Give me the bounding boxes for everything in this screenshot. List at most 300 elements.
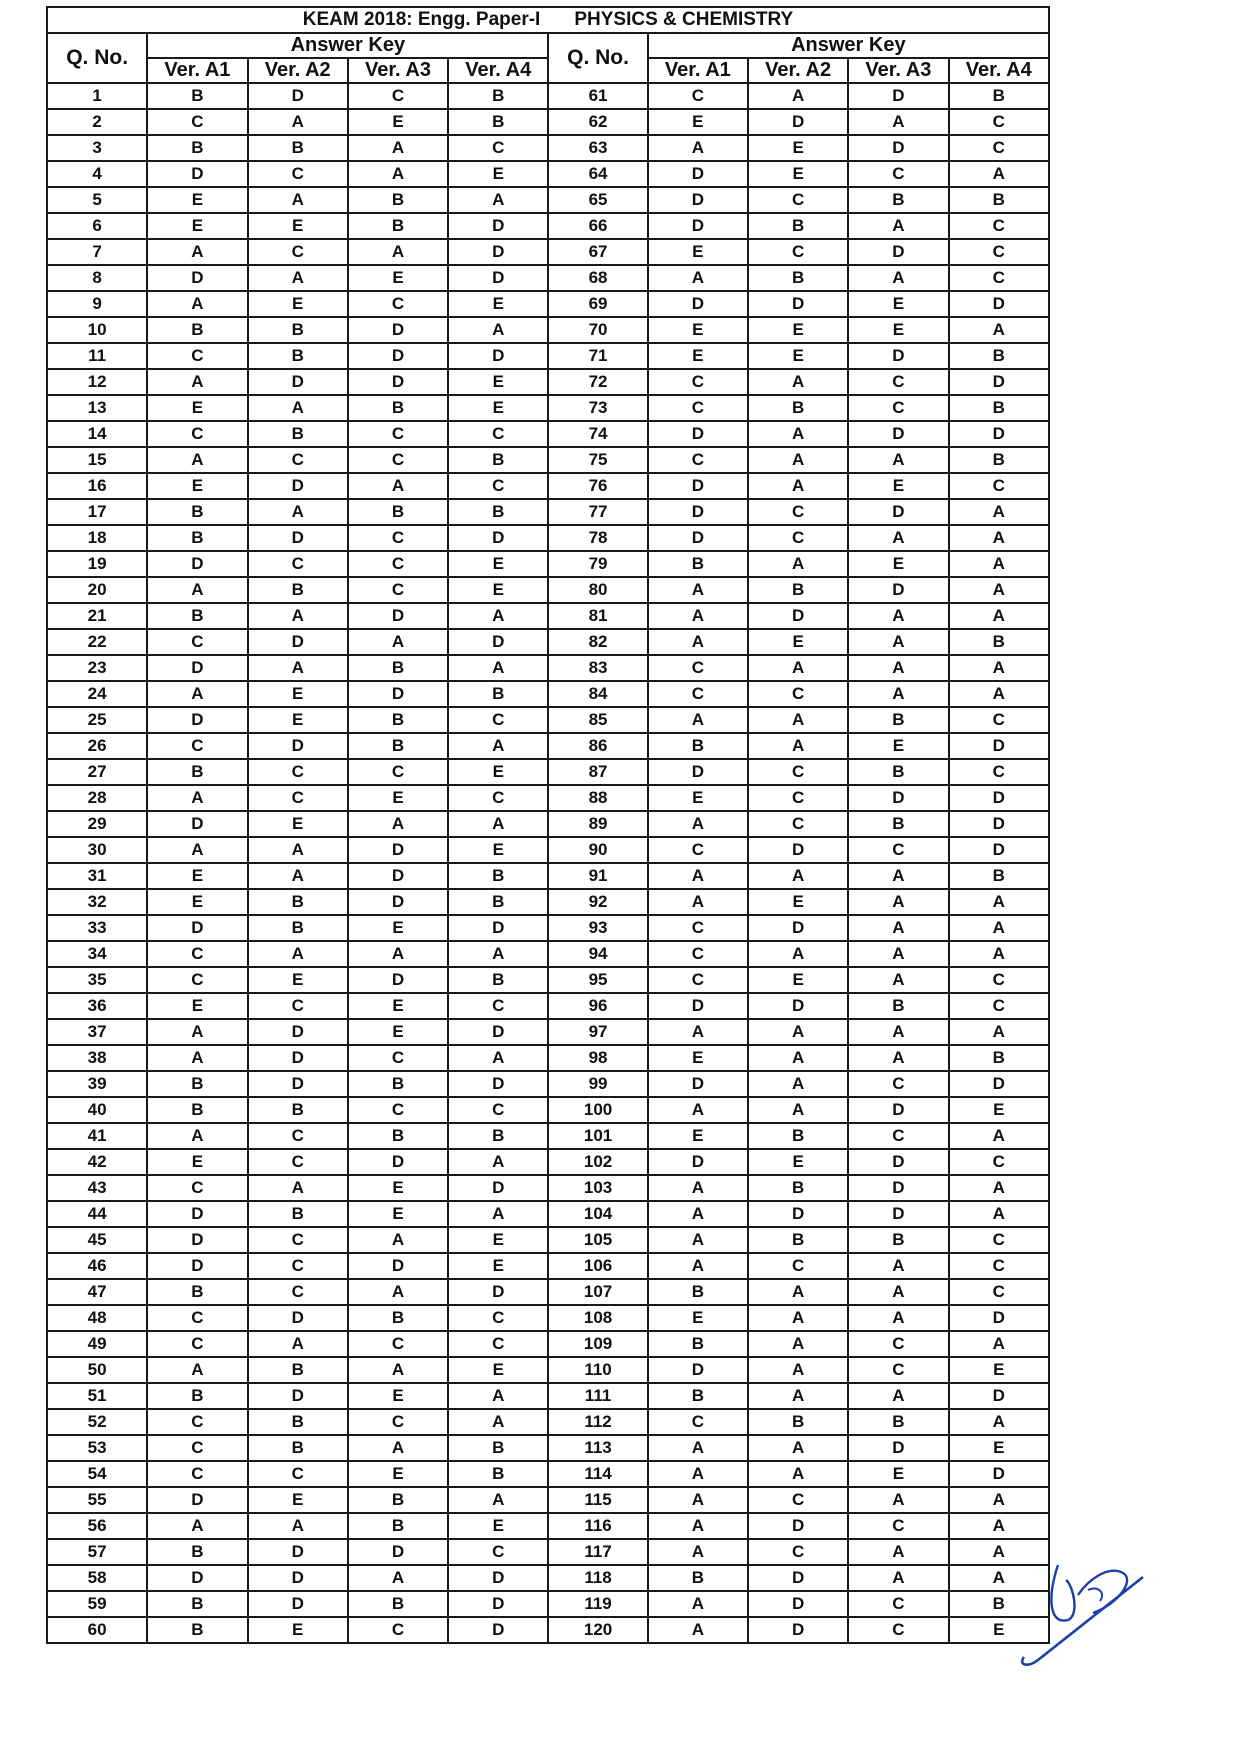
- qno-cell: 63: [548, 135, 647, 161]
- answer-cell: E: [648, 1305, 748, 1331]
- qno-cell: 7: [47, 239, 147, 265]
- qno-cell: 67: [548, 239, 647, 265]
- table-row: [47, 889, 1049, 915]
- answer-cell: B: [848, 759, 948, 785]
- answer-cell: D: [248, 1071, 348, 1097]
- answer-cell: E: [648, 239, 748, 265]
- qno-cell: 78: [548, 525, 647, 551]
- qno-cell: 87: [548, 759, 647, 785]
- answer-cell: B: [248, 1435, 348, 1461]
- answer-cell: A: [648, 1175, 748, 1201]
- qno-cell: 89: [548, 811, 647, 837]
- qno-cell: 106: [548, 1253, 647, 1279]
- answer-cell: D: [147, 1201, 247, 1227]
- answer-cell: B: [348, 1071, 448, 1097]
- answer-cell: E: [448, 291, 548, 317]
- answer-cell: A: [848, 1565, 948, 1591]
- answer-cell: A: [648, 1487, 748, 1513]
- table-row: [47, 811, 1049, 837]
- answer-cell: E: [848, 551, 948, 577]
- answer-cell: A: [848, 681, 948, 707]
- answer-cell: E: [648, 109, 748, 135]
- answer-cell: C: [348, 551, 448, 577]
- answer-cell: A: [348, 1357, 448, 1383]
- qno-cell: 11: [47, 343, 147, 369]
- table-row: [47, 941, 1049, 967]
- answer-cell: E: [448, 1253, 548, 1279]
- qno-cell: 28: [47, 785, 147, 811]
- answer-cell: C: [448, 1331, 548, 1357]
- answer-cell: B: [348, 655, 448, 681]
- answer-cell: C: [949, 213, 1049, 239]
- table-row: [47, 291, 1049, 317]
- answer-cell: C: [949, 1253, 1049, 1279]
- answer-cell: B: [248, 577, 348, 603]
- qno-cell: 15: [47, 447, 147, 473]
- version-header: Ver. A3: [348, 58, 448, 83]
- answer-cell: B: [147, 499, 247, 525]
- qno-cell: 70: [548, 317, 647, 343]
- qno-cell: 95: [548, 967, 647, 993]
- answer-cell: A: [949, 603, 1049, 629]
- qno-cell: 43: [47, 1175, 147, 1201]
- answer-cell: D: [748, 1565, 848, 1591]
- answer-cell: B: [147, 317, 247, 343]
- answer-cell: A: [147, 291, 247, 317]
- answer-cell: D: [147, 1565, 247, 1591]
- answer-cell: C: [147, 343, 247, 369]
- answer-cell: C: [248, 1461, 348, 1487]
- answer-cell: C: [348, 1097, 448, 1123]
- answer-cell: A: [648, 1201, 748, 1227]
- answer-cell: B: [949, 1591, 1049, 1617]
- answer-cell: C: [348, 291, 448, 317]
- answer-cell: B: [348, 187, 448, 213]
- answer-cell: A: [949, 1331, 1049, 1357]
- answer-cell: B: [648, 733, 748, 759]
- answer-cell: C: [949, 759, 1049, 785]
- answer-cell: A: [949, 681, 1049, 707]
- answer-cell: B: [648, 1331, 748, 1357]
- answer-cell: A: [848, 525, 948, 551]
- qno-cell: 34: [47, 941, 147, 967]
- table-row: [47, 1383, 1049, 1409]
- answer-cell: C: [448, 1305, 548, 1331]
- answer-cell: D: [748, 993, 848, 1019]
- answer-cell: A: [949, 1123, 1049, 1149]
- answer-cell: A: [949, 941, 1049, 967]
- answer-cell: E: [448, 759, 548, 785]
- answer-cell: B: [748, 265, 848, 291]
- qno-cell: 82: [548, 629, 647, 655]
- answer-cell: A: [248, 655, 348, 681]
- answer-cell: D: [949, 291, 1049, 317]
- answer-cell: A: [949, 1565, 1049, 1591]
- answer-cell: A: [648, 1097, 748, 1123]
- qno-cell: 79: [548, 551, 647, 577]
- answer-cell: D: [348, 369, 448, 395]
- answer-cell: B: [848, 707, 948, 733]
- table-row: [47, 265, 1049, 291]
- qno-cell: 81: [548, 603, 647, 629]
- qno-cell: 98: [548, 1045, 647, 1071]
- table-row: [47, 603, 1049, 629]
- answer-cell: C: [848, 395, 948, 421]
- table-row: [47, 863, 1049, 889]
- answer-cell: A: [648, 1617, 748, 1643]
- answer-cell: A: [448, 1149, 548, 1175]
- answer-cell: D: [848, 1435, 948, 1461]
- answer-cell: A: [748, 1045, 848, 1071]
- answer-cell: C: [949, 1227, 1049, 1253]
- answer-cell: A: [448, 655, 548, 681]
- answer-cell: D: [448, 1019, 548, 1045]
- answer-cell: C: [648, 1409, 748, 1435]
- qno-cell: 19: [47, 551, 147, 577]
- qno-cell: 83: [548, 655, 647, 681]
- answer-cell: A: [848, 265, 948, 291]
- answer-cell: A: [448, 1487, 548, 1513]
- answer-cell: A: [648, 1435, 748, 1461]
- answer-cell: A: [949, 551, 1049, 577]
- qno-cell: 2: [47, 109, 147, 135]
- answer-key-header-left: Answer Key: [147, 33, 548, 58]
- answer-cell: A: [648, 811, 748, 837]
- answer-cell: B: [949, 1045, 1049, 1071]
- answer-cell: A: [648, 889, 748, 915]
- answer-cell: D: [748, 1617, 848, 1643]
- table-row: [47, 1097, 1049, 1123]
- qno-cell: 41: [47, 1123, 147, 1149]
- answer-cell: B: [147, 1539, 247, 1565]
- answer-cell: C: [648, 655, 748, 681]
- answer-cell: C: [348, 1045, 448, 1071]
- answer-cell: D: [248, 1565, 348, 1591]
- answer-cell: C: [147, 1305, 247, 1331]
- answer-cell: A: [147, 837, 247, 863]
- qno-cell: 23: [47, 655, 147, 681]
- table-row: [47, 525, 1049, 551]
- answer-cell: B: [348, 1123, 448, 1149]
- answer-cell: C: [748, 499, 848, 525]
- answer-cell: D: [648, 473, 748, 499]
- answer-cell: A: [448, 811, 548, 837]
- answer-cell: A: [648, 863, 748, 889]
- table-row: [47, 577, 1049, 603]
- answer-cell: C: [147, 1435, 247, 1461]
- answer-cell: D: [348, 603, 448, 629]
- table-row: [47, 1461, 1049, 1487]
- answer-cell: D: [448, 239, 548, 265]
- answer-cell: A: [248, 1513, 348, 1539]
- answer-cell: A: [648, 1591, 748, 1617]
- answer-cell: C: [748, 1253, 848, 1279]
- answer-cell: E: [147, 473, 247, 499]
- answer-cell: D: [748, 915, 848, 941]
- qno-cell: 72: [548, 369, 647, 395]
- answer-cell: E: [648, 1123, 748, 1149]
- table-row: [47, 239, 1049, 265]
- answer-cell: B: [949, 83, 1049, 109]
- qno-cell: 77: [548, 499, 647, 525]
- answer-cell: E: [147, 1149, 247, 1175]
- answer-cell: A: [748, 1071, 848, 1097]
- answer-cell: A: [348, 1435, 448, 1461]
- answer-rows: [47, 83, 1049, 1643]
- answer-cell: D: [848, 343, 948, 369]
- answer-cell: A: [248, 265, 348, 291]
- answer-cell: A: [748, 1097, 848, 1123]
- answer-cell: C: [348, 1331, 448, 1357]
- answer-cell: A: [648, 135, 748, 161]
- answer-cell: C: [448, 1097, 548, 1123]
- answer-cell: C: [848, 1331, 948, 1357]
- answer-cell: E: [949, 1357, 1049, 1383]
- answer-cell: E: [648, 785, 748, 811]
- answer-cell: B: [248, 915, 348, 941]
- table-row: [47, 1565, 1049, 1591]
- answer-cell: E: [448, 577, 548, 603]
- answer-cell: D: [848, 421, 948, 447]
- answer-cell: A: [648, 1461, 748, 1487]
- table-row: [47, 915, 1049, 941]
- qno-cell: 116: [548, 1513, 647, 1539]
- answer-cell: B: [248, 135, 348, 161]
- answer-cell: D: [147, 551, 247, 577]
- answer-cell: C: [949, 1149, 1049, 1175]
- answer-cell: D: [348, 889, 448, 915]
- answer-cell: D: [348, 681, 448, 707]
- answer-cell: D: [147, 811, 247, 837]
- answer-cell: B: [147, 1071, 247, 1097]
- table-row: [47, 1227, 1049, 1253]
- table-row: [47, 993, 1049, 1019]
- answer-cell: C: [848, 1357, 948, 1383]
- answer-cell: C: [248, 551, 348, 577]
- answer-cell: B: [248, 1201, 348, 1227]
- answer-cell: E: [448, 1513, 548, 1539]
- answer-cell: D: [949, 1461, 1049, 1487]
- answer-cell: A: [848, 915, 948, 941]
- answer-cell: C: [648, 369, 748, 395]
- qno-cell: 12: [47, 369, 147, 395]
- answer-cell: A: [248, 499, 348, 525]
- answer-cell: B: [448, 1435, 548, 1461]
- answer-cell: C: [949, 265, 1049, 291]
- qno-cell: 48: [47, 1305, 147, 1331]
- table-row: [47, 473, 1049, 499]
- answer-cell: A: [448, 1383, 548, 1409]
- qno-cell: 92: [548, 889, 647, 915]
- answer-cell: A: [748, 1279, 848, 1305]
- answer-cell: E: [949, 1617, 1049, 1643]
- answer-cell: B: [448, 109, 548, 135]
- answer-cell: C: [248, 1227, 348, 1253]
- qno-cell: 76: [548, 473, 647, 499]
- qno-cell: 17: [47, 499, 147, 525]
- answer-cell: D: [949, 837, 1049, 863]
- answer-cell: D: [848, 239, 948, 265]
- table-row: [47, 551, 1049, 577]
- answer-cell: D: [848, 1175, 948, 1201]
- answer-cell: D: [748, 1201, 848, 1227]
- answer-cell: B: [248, 317, 348, 343]
- answer-cell: D: [949, 1305, 1049, 1331]
- table-row: [47, 1409, 1049, 1435]
- answer-cell: A: [848, 1253, 948, 1279]
- answer-cell: A: [949, 1409, 1049, 1435]
- answer-cell: D: [147, 1487, 247, 1513]
- answer-cell: C: [748, 811, 848, 837]
- answer-cell: A: [147, 785, 247, 811]
- answer-cell: C: [147, 1409, 247, 1435]
- answer-cell: D: [147, 655, 247, 681]
- answer-cell: B: [348, 707, 448, 733]
- answer-cell: E: [848, 291, 948, 317]
- answer-cell: D: [248, 1019, 348, 1045]
- answer-cell: C: [949, 135, 1049, 161]
- answer-cell: A: [848, 655, 948, 681]
- answer-cell: C: [748, 785, 848, 811]
- answer-cell: B: [248, 889, 348, 915]
- answer-cell: A: [147, 447, 247, 473]
- qno-cell: 24: [47, 681, 147, 707]
- answer-cell: B: [147, 525, 247, 551]
- answer-cell: E: [848, 473, 948, 499]
- answer-cell: D: [748, 109, 848, 135]
- answer-cell: A: [748, 447, 848, 473]
- answer-cell: A: [848, 213, 948, 239]
- answer-cell: E: [348, 785, 448, 811]
- answer-cell: C: [147, 629, 247, 655]
- answer-cell: E: [348, 1175, 448, 1201]
- answer-cell: E: [248, 1487, 348, 1513]
- answer-cell: A: [147, 239, 247, 265]
- answer-cell: C: [448, 473, 548, 499]
- table-row: [47, 681, 1049, 707]
- qno-header-right: Q. No.: [548, 33, 647, 83]
- answer-cell: A: [949, 577, 1049, 603]
- qno-cell: 115: [548, 1487, 647, 1513]
- answer-cell: D: [848, 499, 948, 525]
- answer-cell: B: [648, 1279, 748, 1305]
- version-header: Ver. A4: [949, 58, 1049, 83]
- answer-cell: E: [748, 317, 848, 343]
- answer-cell: E: [147, 863, 247, 889]
- answer-cell: B: [147, 135, 247, 161]
- answer-cell: E: [147, 213, 247, 239]
- answer-cell: B: [448, 1461, 548, 1487]
- answer-cell: E: [147, 993, 247, 1019]
- answer-cell: A: [448, 603, 548, 629]
- answer-cell: C: [147, 1461, 247, 1487]
- answer-cell: E: [648, 1045, 748, 1071]
- table-row: [47, 655, 1049, 681]
- answer-cell: A: [248, 603, 348, 629]
- answer-cell: D: [248, 525, 348, 551]
- answer-cell: D: [248, 1305, 348, 1331]
- answer-cell: C: [348, 83, 448, 109]
- answer-cell: C: [348, 1617, 448, 1643]
- answer-cell: E: [949, 1097, 1049, 1123]
- answer-cell: D: [248, 369, 348, 395]
- table-row: [47, 83, 1049, 109]
- answer-cell: C: [147, 421, 247, 447]
- qno-cell: 114: [548, 1461, 647, 1487]
- answer-cell: D: [848, 1149, 948, 1175]
- signature-image: [1018, 1535, 1178, 1685]
- qno-cell: 103: [548, 1175, 647, 1201]
- answer-cell: B: [949, 395, 1049, 421]
- answer-cell: B: [648, 1565, 748, 1591]
- qno-cell: 49: [47, 1331, 147, 1357]
- answer-cell: D: [748, 837, 848, 863]
- answer-cell: A: [748, 655, 848, 681]
- answer-cell: D: [949, 733, 1049, 759]
- qno-cell: 6: [47, 213, 147, 239]
- table-row: [47, 1149, 1049, 1175]
- answer-cell: D: [448, 915, 548, 941]
- qno-cell: 52: [47, 1409, 147, 1435]
- answer-cell: A: [949, 1175, 1049, 1201]
- answer-cell: C: [248, 1123, 348, 1149]
- answer-cell: D: [748, 603, 848, 629]
- answer-cell: E: [348, 109, 448, 135]
- answer-cell: B: [348, 1305, 448, 1331]
- answer-cell: B: [648, 551, 748, 577]
- table-row: [47, 369, 1049, 395]
- qno-cell: 10: [47, 317, 147, 343]
- table-row: [47, 1487, 1049, 1513]
- answer-cell: D: [949, 421, 1049, 447]
- table-row: [47, 629, 1049, 655]
- qno-cell: 93: [548, 915, 647, 941]
- answer-cell: C: [848, 837, 948, 863]
- answer-cell: C: [748, 525, 848, 551]
- table-row: [47, 1201, 1049, 1227]
- answer-cell: A: [748, 1305, 848, 1331]
- qno-cell: 20: [47, 577, 147, 603]
- table-row: [47, 1253, 1049, 1279]
- answer-cell: E: [147, 395, 247, 421]
- version-header: Ver. A3: [848, 58, 948, 83]
- qno-cell: 99: [548, 1071, 647, 1097]
- answer-cell: C: [648, 941, 748, 967]
- title-subject: PHYSICS & CHEMISTRY: [574, 9, 794, 30]
- qno-cell: 84: [548, 681, 647, 707]
- answer-cell: E: [348, 1383, 448, 1409]
- answer-cell: E: [348, 1019, 448, 1045]
- answer-cell: D: [448, 213, 548, 239]
- qno-cell: 30: [47, 837, 147, 863]
- answer-cell: B: [949, 629, 1049, 655]
- answer-cell: C: [147, 967, 247, 993]
- answer-cell: A: [949, 915, 1049, 941]
- answer-cell: D: [448, 1175, 548, 1201]
- answer-cell: C: [248, 161, 348, 187]
- answer-cell: C: [448, 785, 548, 811]
- qno-cell: 13: [47, 395, 147, 421]
- qno-cell: 112: [548, 1409, 647, 1435]
- answer-cell: C: [648, 967, 748, 993]
- answer-cell: E: [248, 213, 348, 239]
- answer-cell: A: [648, 577, 748, 603]
- answer-cell: D: [748, 1591, 848, 1617]
- answer-cell: C: [248, 447, 348, 473]
- qno-cell: 91: [548, 863, 647, 889]
- answer-cell: D: [848, 83, 948, 109]
- answer-cell: D: [648, 759, 748, 785]
